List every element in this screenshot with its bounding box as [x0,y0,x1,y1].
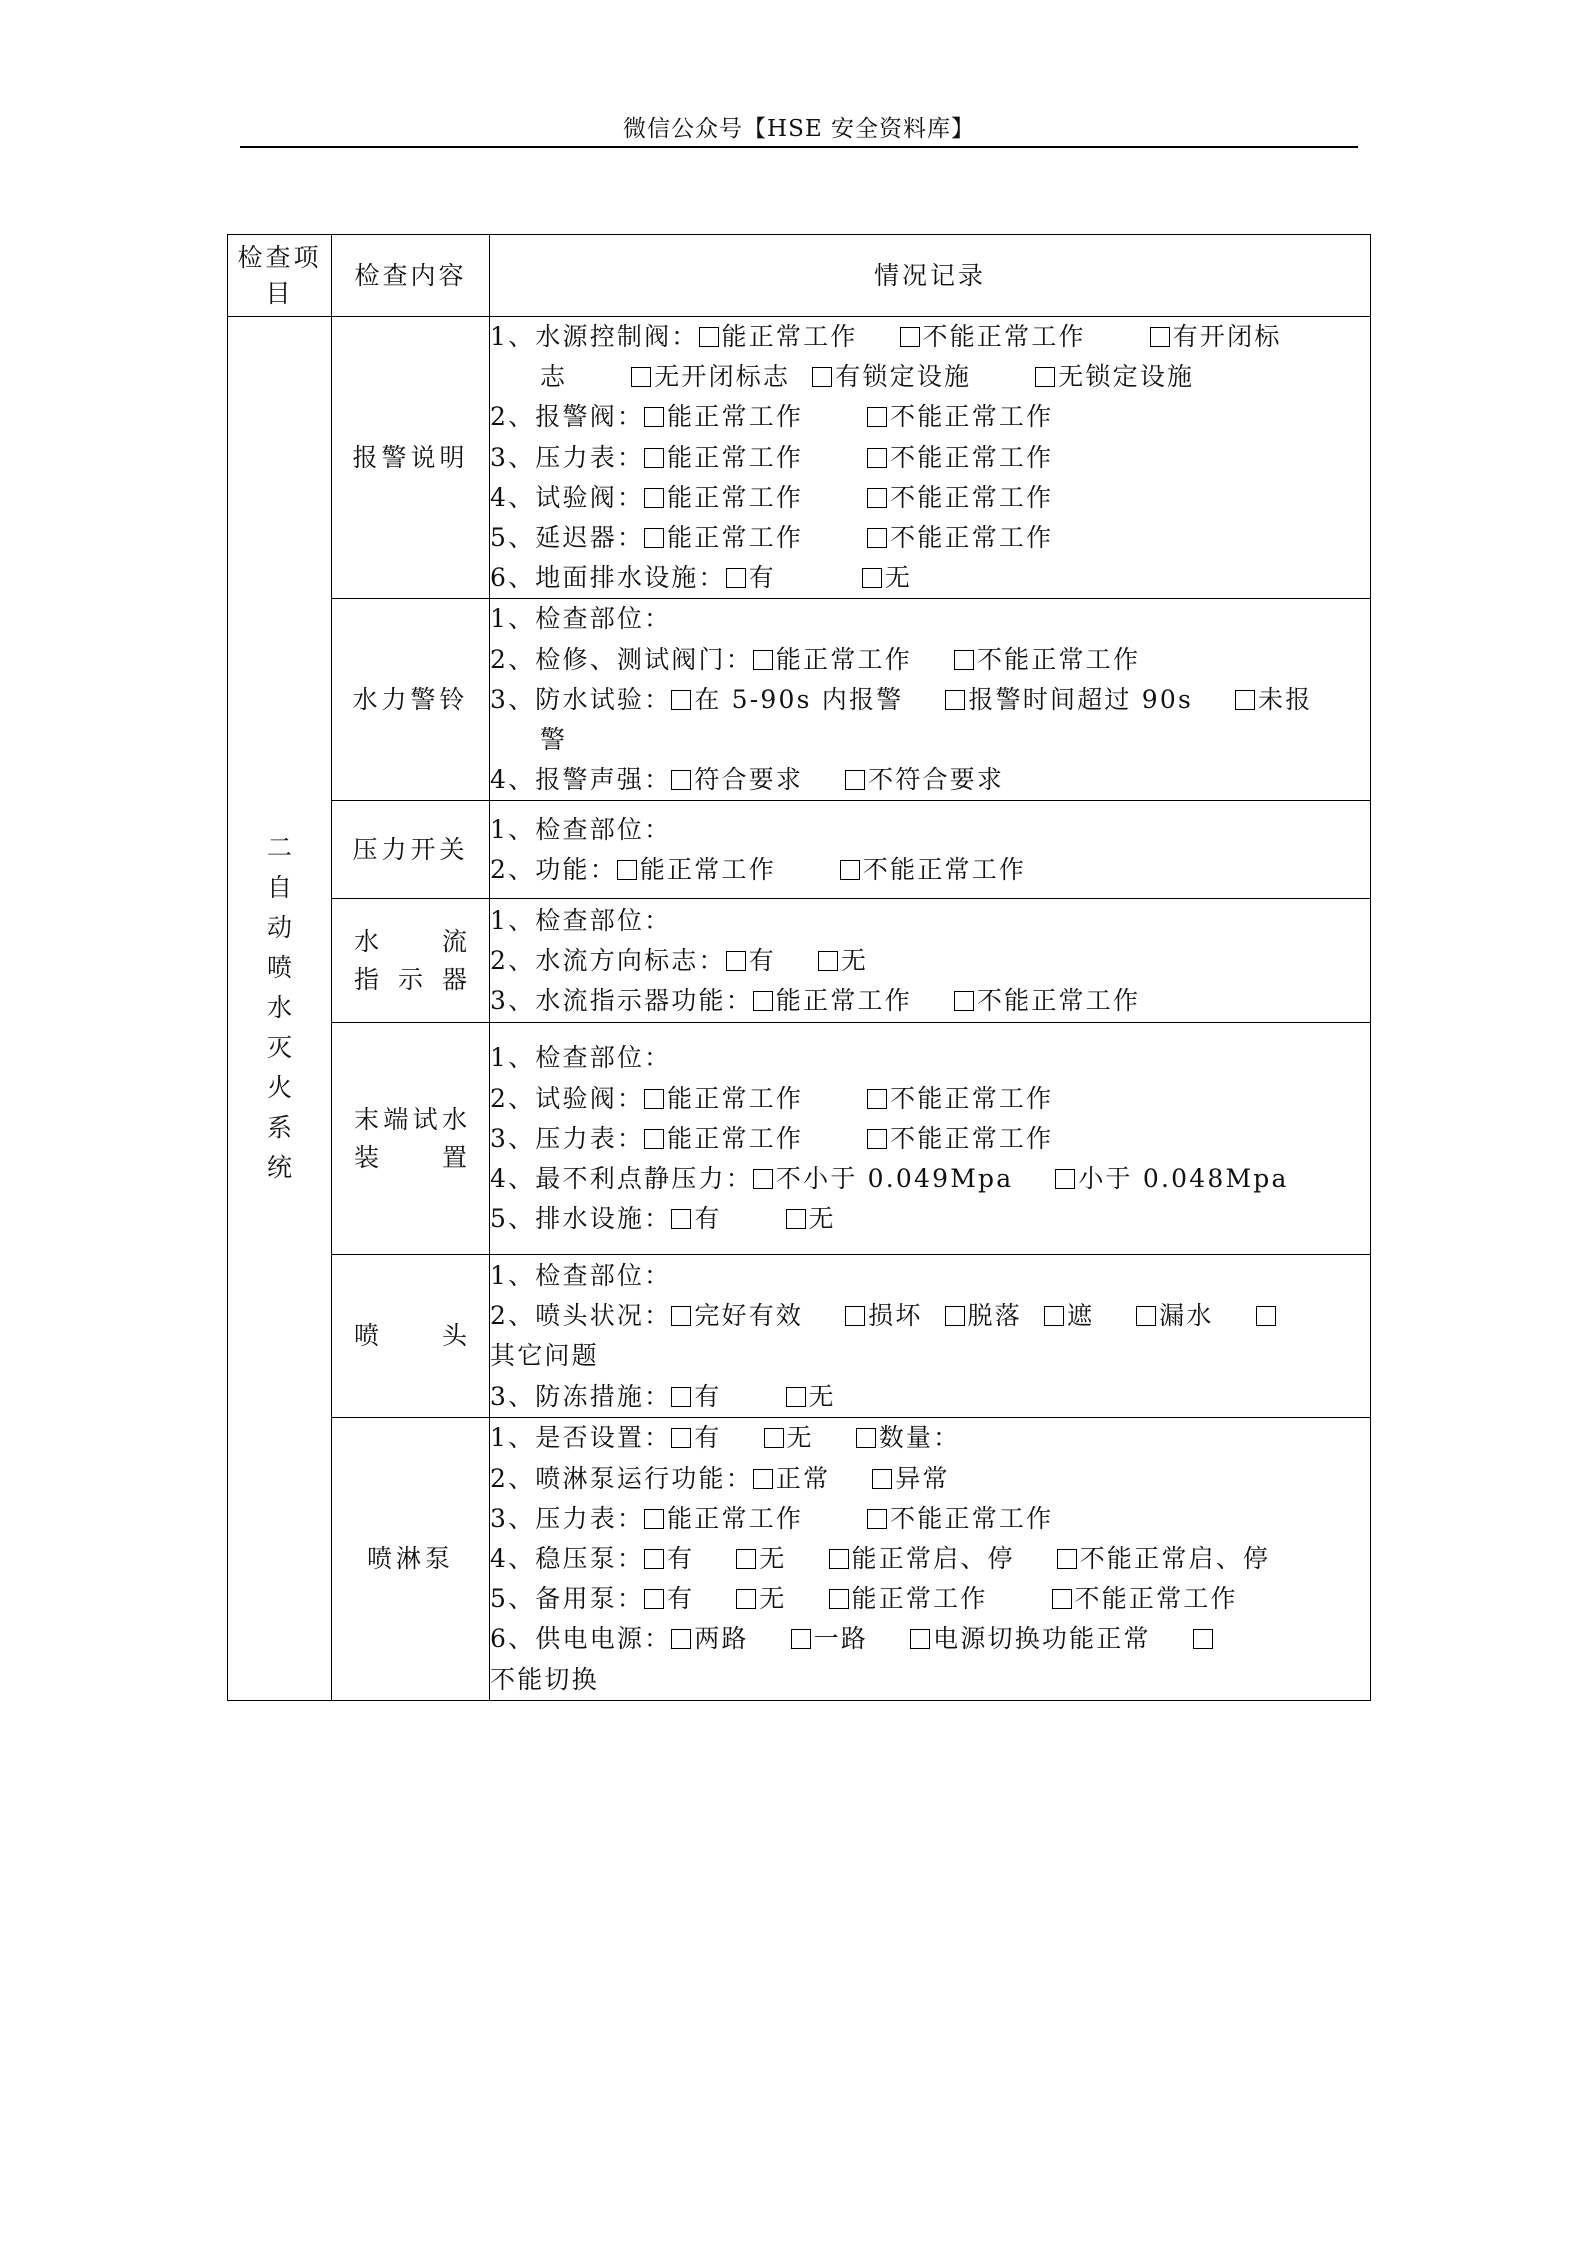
record-text: 2、水流方向标志： [490,945,726,975]
checkbox[interactable] [910,1629,930,1649]
checkbox[interactable] [845,1306,865,1326]
checkbox[interactable] [1052,1589,1072,1609]
checkbox[interactable] [867,1129,887,1149]
record-end-test-device [490,1023,1371,1255]
option-label: 能正常工作 [851,1584,988,1614]
option-label: 无 [840,945,869,975]
record-text: 2、喷头状况： [490,1301,672,1331]
record-text: 不能切换 [490,1664,599,1694]
option-label: 能正常工作 [667,402,804,432]
record-text: 6、供电电源： [490,1624,672,1654]
checkbox[interactable] [1136,1306,1156,1326]
option-label: 不能正常工作 [890,442,1054,472]
record-text: 警 [540,725,568,755]
checkbox[interactable] [1044,1306,1064,1326]
record-text: 1、检查部位： [490,814,672,844]
checkbox[interactable] [671,1387,691,1407]
option-label: 有 [694,1381,722,1411]
checkbox[interactable] [900,327,920,347]
option-label: 有 [694,1423,722,1453]
checkbox[interactable] [812,367,832,387]
checkbox[interactable] [867,407,887,427]
checkbox[interactable] [1193,1629,1213,1649]
option-label: 不能正常工作 [890,1503,1054,1533]
checkbox[interactable] [791,1629,811,1649]
checkbox[interactable] [736,1549,756,1569]
option-label: 一路 [813,1624,869,1654]
table-row [228,599,1371,801]
option-label: 有锁定设施 [835,362,972,392]
checkbox[interactable] [867,448,887,468]
record-text: 3、压力表： [490,442,645,472]
header-check-content-label: 检查内容 [354,260,467,290]
checkbox[interactable] [829,1549,849,1569]
item-water-bell: 水力警铃 [332,599,490,801]
item-alarm-description: 报警说明 [332,317,490,599]
record-text: 3、防冻措施： [490,1381,672,1411]
item-label-line: 指示器 [354,964,471,994]
option-label: 不能正常工作 [922,322,1086,351]
checkbox[interactable] [818,951,838,971]
option-label: 不能正常工作 [890,482,1054,512]
option-label: 正常 [775,1463,831,1493]
checkbox[interactable] [671,690,691,710]
table-row [228,1023,1371,1255]
checkbox[interactable] [644,528,664,548]
option-label: 有 [748,945,776,975]
checkbox[interactable] [945,690,965,710]
checkbox[interactable] [671,1428,691,1448]
option-label: 能正常工作 [667,442,804,472]
checkbox[interactable] [644,1089,664,1109]
checkbox[interactable] [671,1209,691,1229]
option-label: 能正常启、停 [851,1544,1015,1574]
record-text: 2、报警阀： [490,402,645,432]
checkbox[interactable] [644,1509,664,1529]
header-divider [240,146,1358,148]
option-label: 无 [759,1584,787,1614]
record-flow-indicator [490,899,1371,1023]
record-text: 1、是否设置： [490,1423,672,1453]
option-label: 不能正常工作 [890,523,1054,553]
checkbox[interactable] [736,1589,756,1609]
table-row [228,1255,1371,1418]
record-text: 2、喷淋泵运行功能： [490,1463,753,1493]
record-text: 志 [540,362,568,392]
checkbox[interactable] [631,367,651,387]
item-label-line: 末端试水 [354,1104,471,1134]
option-label: 不能正常工作 [890,402,1054,432]
checkbox[interactable] [867,1509,887,1529]
option-label: 能正常工作 [667,482,804,512]
option-label: 不能正常工作 [1074,1584,1238,1614]
checkbox[interactable] [862,568,882,588]
record-water-bell [490,599,1371,801]
option-label: 不能正常工作 [890,1083,1054,1113]
checkbox[interactable] [867,1089,887,1109]
record-text: 1、检查部位： [490,604,672,634]
option-label: 无 [808,1204,836,1234]
record-text: 2、检修、测试阀门： [490,644,753,674]
checkbox[interactable] [1055,1169,1075,1189]
table-row [228,899,1371,1023]
checkbox[interactable] [726,951,746,971]
item-pressure-switch: 压力开关 [332,801,490,899]
record-text: 6、地面排水设施： [490,563,726,593]
option-label: 符合要求 [694,765,804,795]
checkbox[interactable] [753,991,773,1011]
checkbox[interactable] [671,1306,691,1326]
item-label-line: 装置 [354,1142,471,1172]
option-label: 能正常工作 [667,1083,804,1113]
record-sprinkler-head [490,1255,1371,1418]
checkbox[interactable] [644,488,664,508]
checkbox[interactable] [954,991,974,1011]
option-label: 有 [694,1204,722,1234]
checkbox[interactable] [829,1589,849,1609]
record-text: 1、检查部位： [490,1043,672,1073]
item-end-test-device [332,1023,490,1255]
option-label: 损坏 [868,1301,923,1331]
item-label-line: 水流 [354,926,471,956]
header-check-content [332,235,490,317]
category-char: 统 [266,1153,292,1183]
option-label: 遮 [1066,1301,1095,1331]
checkbox[interactable] [872,1469,892,1489]
category-char: 灭 [266,1033,292,1063]
option-label: 无 [884,563,913,593]
option-label: 未报 [1258,684,1313,714]
header-record-label: 情况记录 [873,260,986,290]
checkbox[interactable] [786,1209,806,1229]
table-row [228,801,1371,899]
checkbox[interactable] [840,860,860,880]
category-char: 系 [266,1113,292,1143]
option-label: 有 [667,1584,695,1614]
record-pressure-switch [490,801,1371,899]
checkbox[interactable] [617,860,637,880]
checkbox[interactable] [644,407,664,427]
category-char: 自 [266,873,292,903]
table-header-row [228,235,1371,317]
checkbox[interactable] [856,1428,876,1448]
checkbox[interactable] [1150,327,1170,347]
category-char: 火 [266,1073,292,1103]
option-label: 电源切换功能正常 [933,1624,1151,1654]
checkbox[interactable] [644,1129,664,1149]
option-label: 能正常工作 [667,523,804,553]
header-check-item [228,235,332,317]
category-char: 动 [266,913,292,943]
item-sprinkler-pump: 喷淋泵 [332,1418,490,1700]
table-row [228,1418,1371,1700]
record-alarm-description [490,317,1371,599]
record-text: 2、功能： [490,854,617,884]
checkbox[interactable] [644,1589,664,1609]
checkbox[interactable] [753,1469,773,1489]
category-char: 二 [266,833,292,863]
checkbox[interactable] [644,1549,664,1569]
option-label: 无开闭标志 [654,362,791,392]
checkbox[interactable] [1057,1549,1077,1569]
record-sprinkler-pump [490,1418,1371,1700]
checkbox[interactable] [1256,1306,1276,1326]
checkbox[interactable] [845,770,865,790]
option-label: 能正常工作 [721,322,858,351]
option-label: 有 [748,563,776,593]
option-label: 不能正常启、停 [1079,1544,1271,1574]
record-text: 5、备用泵： [490,1584,645,1614]
record-text: 2、试验阀： [490,1083,645,1113]
record-text: 5、延迟器： [490,523,645,553]
checkbox[interactable] [753,650,773,670]
item-flow-indicator-label [354,923,471,999]
checkbox[interactable] [1035,367,1055,387]
option-label: 能正常工作 [667,1123,804,1153]
option-label: 数量： [878,1423,961,1453]
record-text: 1、检查部位： [490,905,672,935]
checkbox[interactable] [644,448,664,468]
record-text: 3、压力表： [490,1123,645,1153]
inspection-table [227,234,1371,1701]
checkbox[interactable] [764,1428,784,1448]
option-label: 能正常工作 [775,644,912,674]
category-char: 水 [266,993,292,1023]
checkbox[interactable] [726,568,746,588]
option-label: 无 [759,1544,787,1574]
checkbox[interactable] [1235,690,1255,710]
option-label: 能正常工作 [667,1503,804,1533]
checkbox[interactable] [786,1387,806,1407]
option-label: 无 [808,1381,836,1411]
record-text: 4、试验阀： [490,482,645,512]
category-char: 喷 [266,953,292,983]
checkbox[interactable] [867,488,887,508]
header-check-item-label: 检查项目 [237,242,322,308]
option-label: 不能正常工作 [862,854,1027,884]
option-label: 能正常工作 [639,854,776,884]
document-header: 微信公众号【HSE 安全资料库】 [623,116,975,142]
category-cell [228,317,332,1701]
option-label: 不能正常工作 [890,1123,1054,1153]
item-end-test-device-label [354,1101,471,1177]
option-label: 能正常工作 [775,986,912,1016]
record-text: 4、稳压泵： [490,1544,645,1574]
option-label: 漏水 [1159,1301,1214,1331]
item-sprinkler-head: 喷头 [332,1255,490,1418]
option-label: 不能正常工作 [976,986,1141,1016]
record-text: 1、检查部位： [490,1261,672,1291]
option-label: 无锁定设施 [1058,362,1195,392]
option-label: 两路 [694,1624,749,1654]
option-label: 不符合要求 [868,765,1005,795]
item-flow-indicator [332,899,490,1023]
option-label: 脱落 [967,1301,1022,1331]
option-label: 无 [786,1423,814,1453]
record-text: 3、防水试验： [490,684,672,714]
category-label [228,828,331,1188]
checkbox[interactable] [671,1629,691,1649]
record-text: 其它问题 [490,1341,599,1371]
record-text: 4、报警声强： [490,765,672,795]
checkbox[interactable] [671,770,691,790]
option-label: 在 5-90s 内报警 [694,684,904,714]
record-text: 3、压力表： [490,1503,645,1533]
option-label: 小于 0.048Mpa [1078,1164,1289,1194]
table-row [228,317,1371,599]
option-label: 异常 [895,1463,950,1493]
option-label: 报警时间超过 90s [968,684,1193,714]
checkbox[interactable] [954,650,974,670]
option-label: 有开闭标 [1172,322,1282,351]
option-label: 不能正常工作 [976,644,1141,674]
record-text: 4、最不利点静压力： [490,1164,753,1194]
header-record [490,235,1371,317]
option-label: 有 [667,1544,695,1574]
checkbox[interactable] [699,327,719,347]
option-label: 不小于 0.049Mpa [775,1164,1014,1194]
checkbox[interactable] [753,1169,773,1189]
option-label: 完好有效 [694,1301,804,1331]
checkbox[interactable] [867,528,887,548]
record-text: 1、水源控制阀： [490,322,699,351]
checkbox[interactable] [945,1306,965,1326]
record-text: 3、水流指示器功能： [490,986,753,1016]
record-text: 5、排水设施： [490,1204,672,1234]
